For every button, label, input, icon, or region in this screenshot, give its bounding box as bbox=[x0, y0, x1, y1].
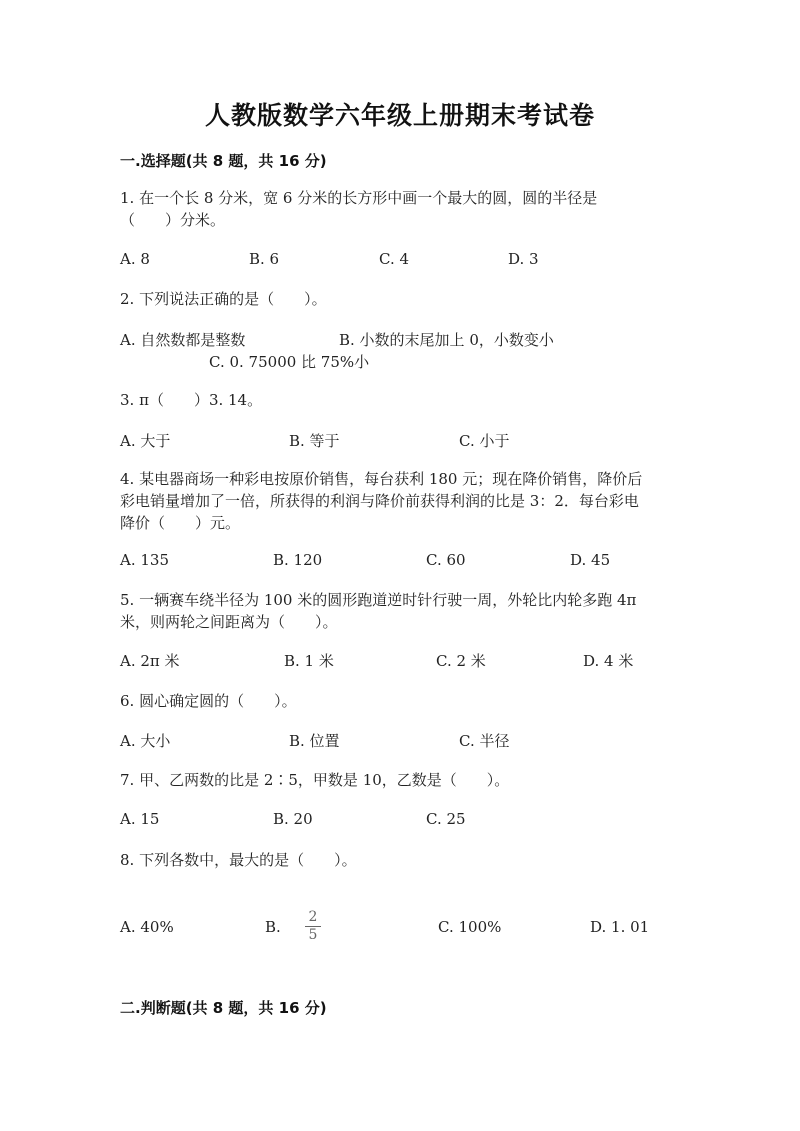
section-heading-choice: 一.选择题(共 8 题，共 16 分) bbox=[120, 152, 327, 170]
question-3-option-a: A. 大于 bbox=[120, 432, 171, 450]
question-6-option-b: B. 位置 bbox=[289, 732, 340, 750]
question-2-option-a: A. 自然数都是整数 bbox=[120, 331, 246, 349]
question-8-option-d: D. 1. 01 bbox=[590, 918, 650, 936]
question-5-option-a: A. 2π 米 bbox=[120, 652, 180, 670]
section-heading-judgement: 二.判断题(共 8 题，共 16 分) bbox=[120, 999, 327, 1017]
question-1-option-a: A. 8 bbox=[120, 250, 150, 268]
question-8-line-1: 8. 下列各数中，最大的是（ ）。 bbox=[120, 851, 357, 869]
question-1-option-b: B. 6 bbox=[249, 250, 280, 268]
fraction-two-fifths bbox=[305, 910, 321, 943]
question-6-line-1: 6. 圆心确定圆的（ ）。 bbox=[120, 692, 297, 710]
question-8-option-b: B. bbox=[265, 918, 281, 936]
question-4-line-1: 4. 某电器商场一种彩电按原价销售，每台获利 180 元；现在降价销售，降价后 bbox=[120, 470, 643, 488]
question-7-line-1: 7. 甲、乙两数的比是 2∶5，甲数是 10，乙数是（ ）。 bbox=[120, 771, 510, 789]
question-4-option-a: A. 135 bbox=[120, 551, 169, 569]
question-6-option-c: C. 半径 bbox=[459, 732, 510, 750]
question-7-option-a: A. 15 bbox=[120, 810, 160, 828]
question-5-option-b: B. 1 米 bbox=[284, 652, 334, 670]
question-7-option-b: B. 20 bbox=[273, 810, 313, 828]
question-1-line-2: （ ）分米。 bbox=[120, 211, 226, 229]
question-4-option-b: B. 120 bbox=[273, 551, 323, 569]
question-4-line-3: 降价（ ）元。 bbox=[120, 514, 241, 532]
question-5-line-2: 米，则两轮之间距离为（ ）。 bbox=[120, 613, 338, 631]
fraction-denominator: 5 bbox=[308, 927, 318, 943]
question-6-option-a: A. 大小 bbox=[120, 732, 171, 750]
question-1-line-1: 1. 在一个长 8 分米，宽 6 分米的长方形中画一个最大的圆，圆的半径是 bbox=[120, 189, 598, 207]
question-1-option-c: C. 4 bbox=[379, 250, 410, 268]
question-4-option-d: D. 45 bbox=[570, 551, 611, 569]
question-1-option-d: D. 3 bbox=[508, 250, 539, 268]
question-3-line-1: 3. π（ ）3. 14。 bbox=[120, 391, 263, 409]
question-3-option-c: C. 小于 bbox=[459, 432, 510, 450]
question-2-option-b: B. 小数的末尾加上 0，小数变小 bbox=[339, 331, 554, 349]
exam-title: 人教版数学六年级上册期末考试卷 bbox=[204, 101, 595, 130]
question-8-option-c: C. 100% bbox=[438, 918, 502, 936]
question-2-line-1: 2. 下列说法正确的是（ ）。 bbox=[120, 290, 327, 308]
question-7-option-c: C. 25 bbox=[426, 810, 466, 828]
question-8-option-a: A. 40% bbox=[120, 918, 174, 936]
question-5-line-1: 5. 一辆赛车绕半径为 100 米的圆形跑道逆时针行驶一周，外轮比内轮多跑 4π bbox=[120, 591, 637, 609]
question-4-line-2: 彩电销量增加了一倍，所获得的利润与降价前获得利润的比是 3：2．每台彩电 bbox=[120, 492, 639, 510]
question-5-option-c: C. 2 米 bbox=[436, 652, 486, 670]
fraction-numerator: 2 bbox=[308, 909, 318, 925]
question-5-option-d: D. 4 米 bbox=[583, 652, 634, 670]
question-4-option-c: C. 60 bbox=[426, 551, 466, 569]
question-2-option-c: C. 0. 75000 比 75%小 bbox=[209, 353, 370, 371]
question-3-option-b: B. 等于 bbox=[289, 432, 340, 450]
